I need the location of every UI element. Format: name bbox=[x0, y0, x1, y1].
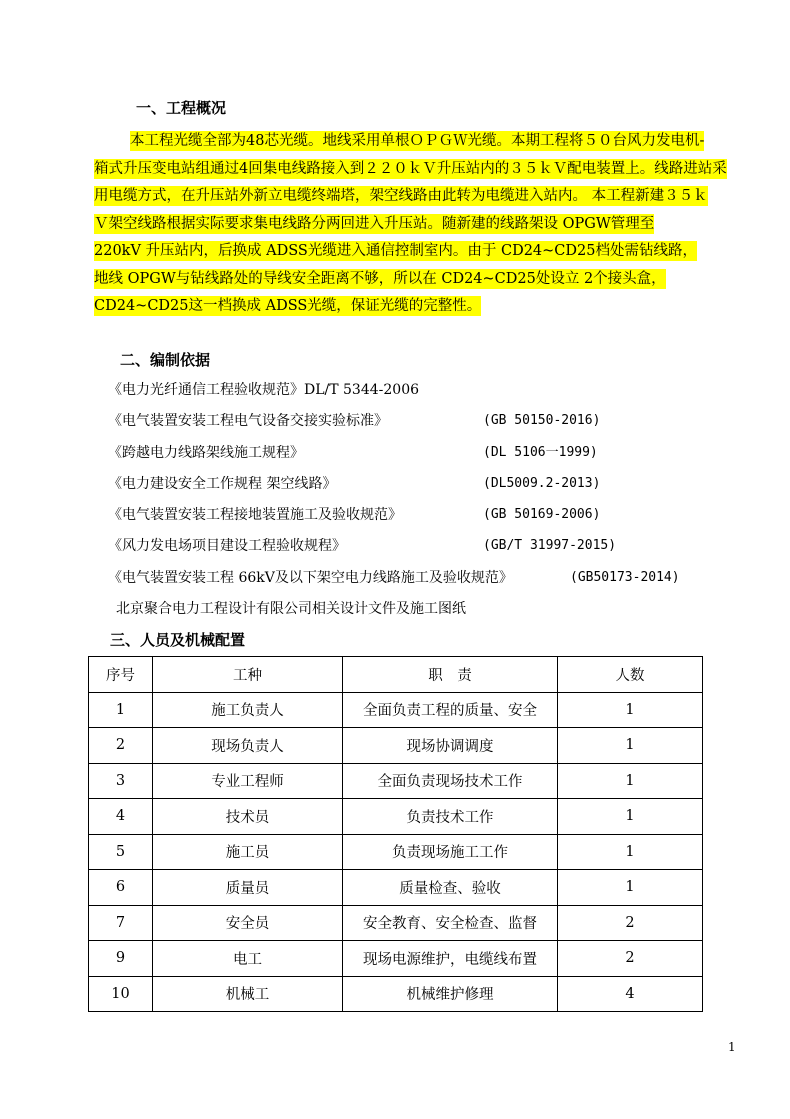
table-row bbox=[89, 763, 703, 799]
reference-item bbox=[108, 503, 748, 534]
reference-item bbox=[108, 409, 748, 440]
table-cell: 7 bbox=[89, 905, 153, 941]
table-cell: 机械维护修理 bbox=[343, 976, 558, 1012]
header-cell: 职 责 bbox=[343, 657, 558, 693]
table-cell: 2 bbox=[89, 728, 153, 764]
table-cell: 施工员 bbox=[153, 834, 343, 870]
highlighted-text: 地线 OPGW与钻线路处的导线安全距离不够，所以在 CD24~CD25处设立 2个接头盒， bbox=[94, 270, 666, 287]
reference-title: 《电气装置安装工程电气设备交接实验标准》 bbox=[108, 413, 388, 430]
reference-code: (GB50173-2014) bbox=[570, 569, 680, 585]
reference-title: 《风力发电场项目建设工程验收规程》 bbox=[108, 538, 346, 555]
reference-title: 《电气装置安装工程接地装置施工及验收规范》 bbox=[108, 507, 402, 524]
table-row bbox=[89, 834, 703, 870]
table-cell: 2 bbox=[558, 941, 703, 977]
table-cell: 1 bbox=[558, 692, 703, 728]
table-row bbox=[89, 941, 703, 977]
reference-code: (GB/T 31997-2015) bbox=[483, 538, 617, 554]
reference-title: 《跨越电力线路架线施工规程》 bbox=[108, 444, 304, 461]
table-cell: 安全员 bbox=[153, 905, 343, 941]
reference-item bbox=[108, 441, 748, 472]
table-cell: 6 bbox=[89, 870, 153, 906]
reference-item bbox=[108, 472, 748, 503]
header-cell: 工种 bbox=[153, 657, 343, 693]
table-cell: 现场协调调度 bbox=[343, 728, 558, 764]
header-cell: 人数 bbox=[558, 657, 703, 693]
table-row bbox=[89, 728, 703, 764]
section2-heading: 二、编制依据 bbox=[120, 351, 211, 369]
table-row bbox=[89, 870, 703, 906]
paragraph-line bbox=[94, 293, 749, 321]
highlighted-text: Ｖ架空线路根据实际要求集电线路分两回进入升压站。随新建的线路架设 OPGW管理至 bbox=[94, 215, 655, 232]
reference-list bbox=[108, 378, 748, 628]
table-cell: 10 bbox=[89, 976, 153, 1012]
table-row bbox=[89, 692, 703, 728]
page-number: 1 bbox=[728, 1040, 736, 1054]
table-row bbox=[89, 799, 703, 835]
reference-code: (GB 50169-2006) bbox=[483, 507, 601, 523]
paragraph-line bbox=[94, 183, 749, 211]
table-cell: 现场负责人 bbox=[153, 728, 343, 764]
paragraph-line bbox=[94, 128, 749, 156]
table-cell: 安全教育、安全检查、监督 bbox=[343, 905, 558, 941]
table-row bbox=[89, 905, 703, 941]
paragraph-line bbox=[94, 238, 749, 266]
table-cell: 1 bbox=[558, 728, 703, 764]
table-cell: 1 bbox=[89, 692, 153, 728]
table-cell: 技术员 bbox=[153, 799, 343, 835]
table-cell: 质量员 bbox=[153, 870, 343, 906]
table-cell: 专业工程师 bbox=[153, 763, 343, 799]
reference-item bbox=[108, 534, 748, 565]
highlighted-text: CD24~CD25这一档换成 ADSS光缆，保证光缆的完整性。 bbox=[94, 298, 482, 314]
reference-item bbox=[108, 378, 748, 409]
highlighted-text: 箱式升压变电站组通过4回集电线路接入到２２０ｋＶ升压站内的３５ｋＶ配电装置上。线路进站采 bbox=[94, 160, 727, 177]
header-cell: 序号 bbox=[89, 657, 153, 693]
highlighted-text: 用电缆方式，在升压站外新立电缆终端塔，架空线路由此转为电缆进入站内。 本工程新建３５ｋ bbox=[94, 188, 708, 204]
project-overview-paragraph bbox=[94, 128, 749, 321]
reference-title: 《电气装置安装工程 66kV及以下架空电力线路施工及验收规范》 bbox=[108, 569, 513, 586]
table-cell: 施工负责人 bbox=[153, 692, 343, 728]
table-cell: 4 bbox=[558, 976, 703, 1012]
table-cell: 负责技术工作 bbox=[343, 799, 558, 835]
table-cell: 3 bbox=[89, 763, 153, 799]
reference-title: 《电力建设安全工作规程 架空线路》 bbox=[108, 475, 337, 492]
table-cell: 现场电源维护，电缆线布置 bbox=[343, 941, 558, 977]
table-cell: 机械工 bbox=[153, 976, 343, 1012]
table-cell: 全面负责工程的质量、安全 bbox=[343, 692, 558, 728]
table-cell: 质量检查、验收 bbox=[343, 870, 558, 906]
table-cell: 1 bbox=[558, 799, 703, 835]
table-cell: 9 bbox=[89, 941, 153, 977]
table-cell: 全面负责现场技术工作 bbox=[343, 763, 558, 799]
reference-item bbox=[108, 566, 748, 597]
table-cell: 1 bbox=[558, 870, 703, 906]
reference-item bbox=[108, 597, 748, 628]
section1-heading: 一、工程概况 bbox=[136, 99, 227, 117]
table-header-row bbox=[89, 657, 703, 693]
table-cell: 负责现场施工工作 bbox=[343, 834, 558, 870]
reference-code: (GB 50150-2016) bbox=[483, 413, 601, 429]
table-cell: 1 bbox=[558, 763, 703, 799]
reference-code: (DL5009.2-2013) bbox=[483, 475, 601, 491]
reference-title: 《电力光纤通信工程验收规范》DL/T 5344-2006 bbox=[108, 382, 420, 398]
paragraph-line bbox=[94, 266, 749, 294]
reference-code: (DL 5106一1999) bbox=[483, 444, 598, 460]
personnel-table bbox=[88, 656, 703, 1012]
table-cell: 4 bbox=[89, 799, 153, 835]
table-cell: 5 bbox=[89, 834, 153, 870]
table-row bbox=[89, 976, 703, 1012]
paragraph-line bbox=[94, 156, 749, 184]
reference-title: 北京聚合电力工程设计有限公司相关设计文件及施工图纸 bbox=[116, 601, 466, 618]
highlighted-text: 本工程光缆全部为48芯光缆。地线采用单根ＯＰＧＷ光缆。本期工程将５０台风力发电机- bbox=[130, 133, 705, 149]
paragraph-line bbox=[94, 211, 749, 239]
table-cell: 电工 bbox=[153, 941, 343, 977]
table-cell: 2 bbox=[558, 905, 703, 941]
highlighted-text: 220kV 升压站内，后换成 ADSS光缆进入通信控制室内。由于 CD24~CD25档处需钻线路， bbox=[94, 243, 697, 259]
section3-heading: 三、人员及机械配置 bbox=[110, 631, 246, 649]
table-cell: 1 bbox=[558, 834, 703, 870]
